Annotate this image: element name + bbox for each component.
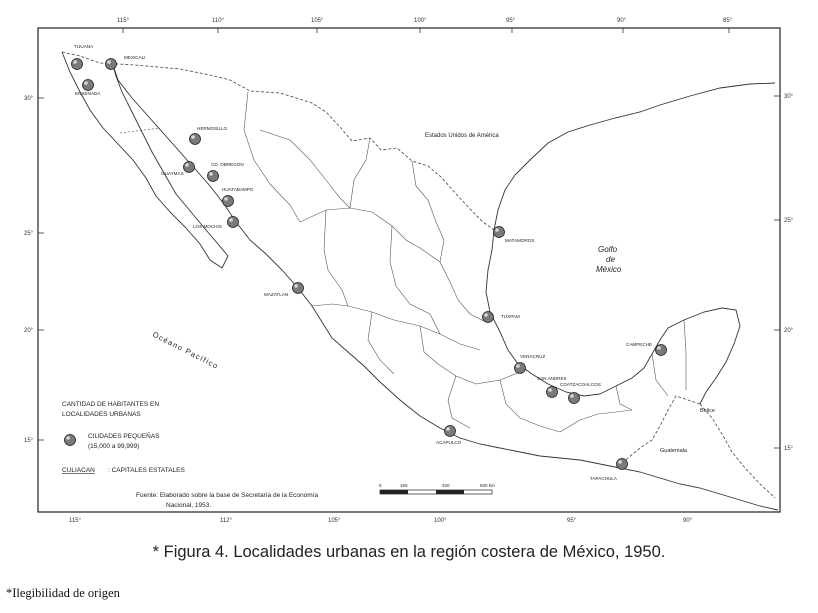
- city-label: TUXPAM: [501, 314, 520, 319]
- city-dot: [208, 171, 219, 182]
- tick-top-5: 90°: [617, 18, 627, 24]
- city-label: SAN ANDRES: [537, 376, 567, 381]
- city-label: GUAYMAS: [161, 171, 184, 176]
- legend-capital-example: CULIACAN: [62, 467, 95, 474]
- city-label: COATZACOALCOS: [560, 382, 601, 387]
- scale-tick-0: 0: [379, 483, 382, 488]
- city-dot: [494, 227, 505, 238]
- illegibility-note: *Ilegibilidad de origen: [6, 586, 120, 600]
- city-label: VERACRUZ: [520, 354, 546, 359]
- city-dot-highlight: [657, 346, 661, 350]
- scale-seg-1: [380, 490, 408, 494]
- city-dot: [106, 59, 117, 70]
- tick-top-0: 115°: [117, 18, 129, 24]
- city-dot: [83, 80, 94, 91]
- tick-bottom-2: 105°: [328, 518, 341, 524]
- city-dot: [515, 363, 526, 374]
- scale-tick-3: 500 km: [480, 483, 495, 488]
- legend-capital-label: : CAPITALES ESTATALES: [108, 467, 185, 474]
- axis-labels-left: [24, 96, 34, 444]
- usa-label: Estados Unidos de América: [425, 133, 499, 139]
- legend-marker-highlight: [66, 436, 70, 440]
- scale-tick-2: 320: [442, 483, 450, 488]
- tick-left-2: 20°: [24, 328, 34, 334]
- gulf-label-1: Golfo: [598, 245, 618, 254]
- tick-top-2: 105°: [311, 18, 324, 24]
- legend-title-2: LOCALIDADES URBANAS: [62, 411, 141, 418]
- city-dot: [656, 345, 667, 356]
- city-dot-highlight: [570, 394, 574, 398]
- ocean-label: Océano Pacífico: [151, 329, 221, 371]
- city-label: TAPACHULA: [590, 476, 617, 481]
- tick-bottom-1: 112°: [220, 518, 232, 524]
- city-dot-highlight: [294, 284, 298, 288]
- city-label: CD. OBREGON: [211, 162, 244, 167]
- city-label: MEXICALI: [124, 55, 146, 60]
- city-dot: [547, 387, 558, 398]
- city-dot-highlight: [73, 60, 77, 64]
- city-label: CAMPECHE: [626, 342, 653, 347]
- city-dot: [190, 134, 201, 145]
- city-dot: [445, 426, 456, 437]
- city-dot-highlight: [224, 197, 228, 201]
- tick-bottom-4: 95°: [567, 518, 577, 524]
- tick-bottom-3: 100°: [434, 518, 447, 524]
- city-dot-highlight: [618, 460, 622, 464]
- city-dot-highlight: [484, 313, 488, 317]
- tick-right-2: 20°: [784, 328, 794, 334]
- source-line-2: Nacional, 1953.: [166, 502, 212, 509]
- gulf-label-2: de: [606, 255, 615, 264]
- tick-right-3: 15°: [784, 446, 794, 452]
- city-dot-highlight: [548, 388, 552, 392]
- tick-top-3: 100°: [414, 18, 427, 24]
- city-dot: [617, 459, 628, 470]
- city-label: LOS MOCHIS: [193, 224, 222, 229]
- city-label: HUATABAMPO: [222, 187, 254, 192]
- tick-right-0: 30°: [784, 94, 794, 100]
- city-dot: [293, 283, 304, 294]
- city-dot: [72, 59, 83, 70]
- gulf-label-3: México: [596, 265, 622, 274]
- city-label: MAZATLAN: [264, 292, 289, 297]
- legend-item-range: (15,000 a 99,999): [88, 443, 140, 450]
- city-dot-highlight: [191, 135, 195, 139]
- city-dot: [569, 393, 580, 404]
- tick-top-6: 85°: [723, 18, 733, 24]
- tick-left-3: 15°: [24, 438, 34, 444]
- axis-labels-top: [117, 18, 733, 24]
- city-dot: [483, 312, 494, 323]
- city-label: ACAPULCO: [436, 440, 462, 445]
- tick-right-1: 25°: [784, 218, 794, 224]
- tick-top-4: 95°: [506, 18, 516, 24]
- city-dot: [228, 217, 239, 228]
- tick-bottom-0: 115°: [69, 518, 81, 524]
- legend-title-1: CANTIDAD DE HABITANTES EN: [62, 401, 160, 408]
- source-line-1: Fuente: Elaborado sobre la base de Secretaría de la Economía: [136, 492, 319, 499]
- axis-labels-right: [784, 94, 794, 452]
- tick-left-1: 25°: [24, 231, 34, 237]
- tick-left-0: 30°: [24, 96, 34, 102]
- legend-item-label: CIUDADES PEQUEÑAS: [88, 433, 160, 440]
- city-dot-highlight: [84, 81, 88, 85]
- city-dot-highlight: [516, 364, 520, 368]
- city-label: MATAMOROS: [505, 238, 535, 243]
- city-label: ENSENADA: [75, 91, 101, 96]
- scale-seg-2: [436, 490, 464, 494]
- scale-tick-1: 160: [400, 483, 408, 488]
- figure-caption: * Figura 4. Localidades urbanas en la región costera de México, 1950.: [152, 543, 666, 561]
- guatemala-label: Guatemala: [660, 448, 687, 454]
- city-dot-highlight: [229, 218, 233, 222]
- city-dot-highlight: [209, 172, 213, 176]
- city-dot-highlight: [446, 427, 450, 431]
- tick-bottom-5: 90°: [683, 518, 693, 524]
- city-dot: [184, 162, 195, 173]
- city-dot-highlight: [185, 163, 189, 167]
- belize-label: Belice: [700, 408, 715, 414]
- city-dot-highlight: [495, 228, 499, 232]
- city-label: HERMOSILLO: [197, 126, 228, 131]
- axis-labels-bottom: [69, 518, 693, 524]
- city-label: TIJUANA: [74, 44, 94, 49]
- city-dot-highlight: [107, 60, 111, 64]
- city-dot: [223, 196, 234, 207]
- legend-city-marker: [65, 435, 76, 446]
- tick-top-1: 110°: [212, 18, 224, 24]
